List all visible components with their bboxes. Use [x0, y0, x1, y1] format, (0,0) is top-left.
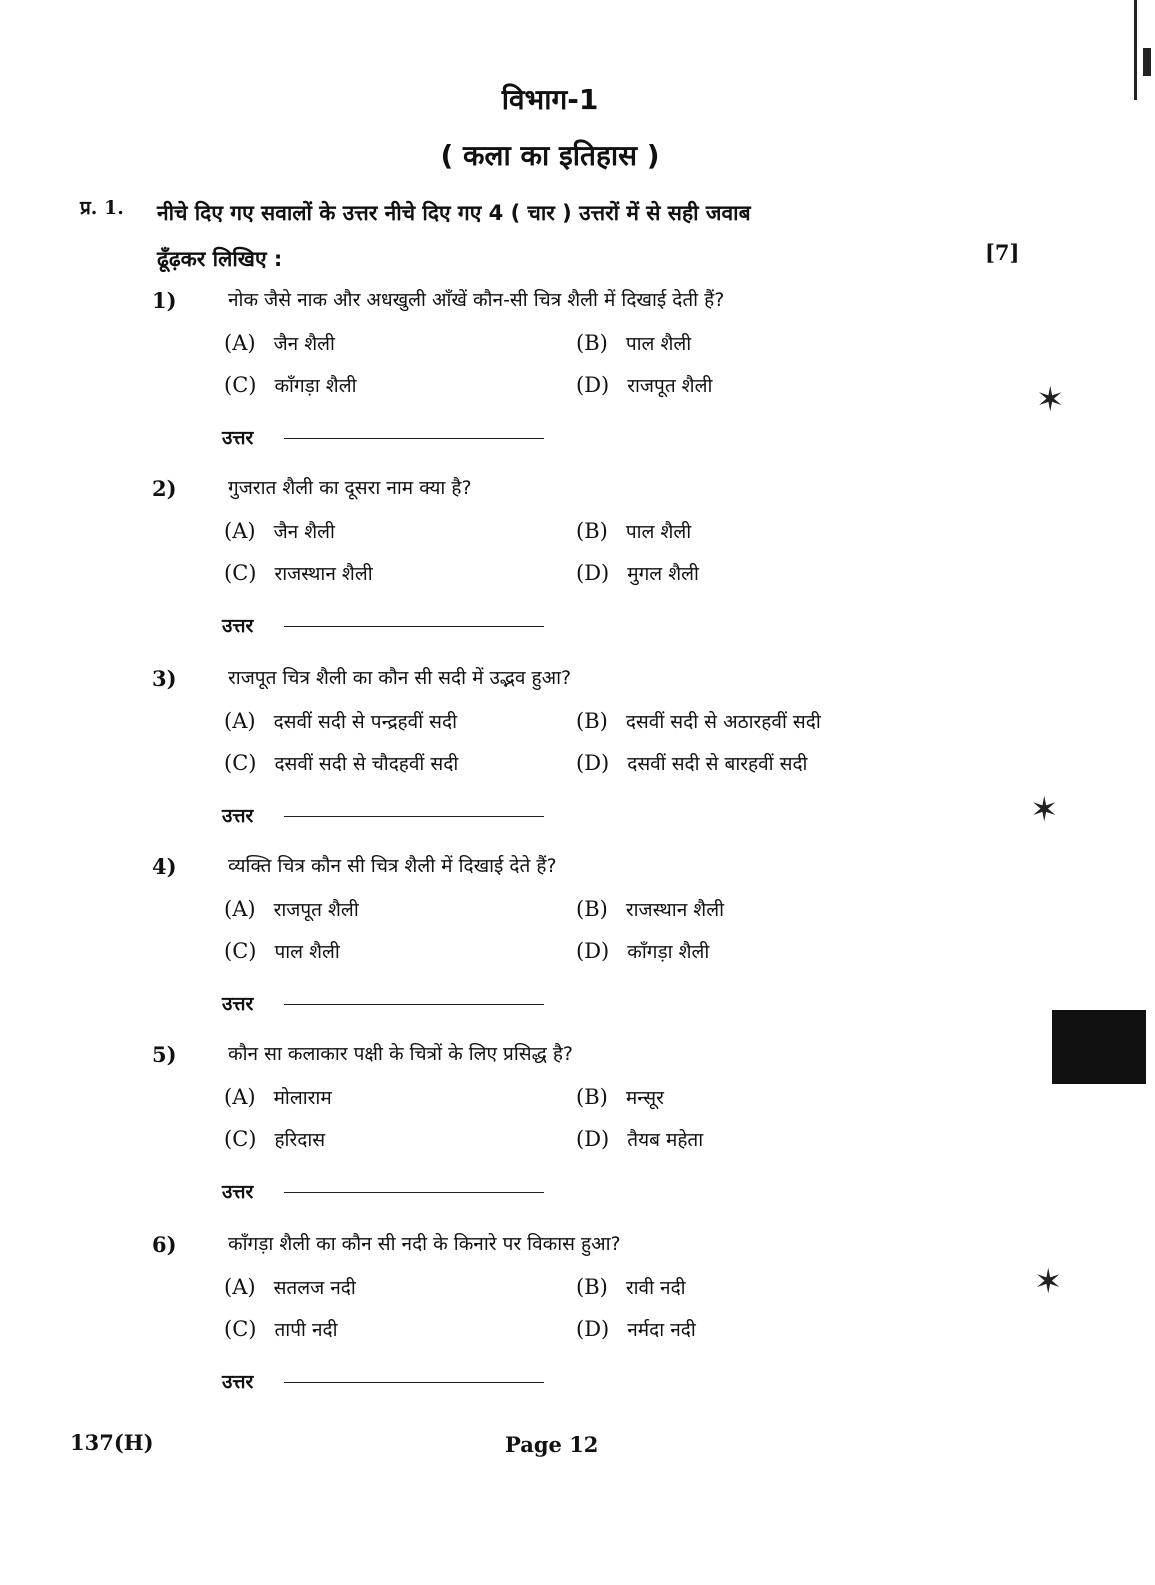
option-d: (D) राजपूत शैली	[576, 373, 713, 397]
question-item	[0, 288, 1155, 468]
instruction-line-1: नीचे दिए गए सवालों के उत्तर नीचे दिए गए 4 ( चार ) उत्तरों में से सही जवाब	[157, 201, 751, 225]
answer-line[interactable]	[284, 438, 544, 439]
item-number: 3)	[152, 666, 177, 691]
option-b: (B) पाल शैली	[576, 519, 692, 543]
question-item	[0, 1042, 1155, 1222]
answer-label: उत्तर	[222, 1371, 254, 1393]
option-c: (C) तापी नदी	[224, 1317, 338, 1341]
instruction-line-2: ढूँढ़कर लिखिए :	[157, 247, 283, 271]
option-c: (C) राजस्थान शैली	[224, 561, 373, 585]
answer-label: उत्तर	[222, 805, 254, 827]
scan-edge	[1134, 0, 1151, 100]
question-item	[0, 854, 1155, 1034]
item-number: 1)	[152, 288, 177, 313]
option-c: (C) हरिदास	[224, 1127, 326, 1151]
option-c: (C) पाल शैली	[224, 939, 340, 963]
option-d: (D) मुगल शैली	[576, 561, 699, 585]
answer-line[interactable]	[284, 1004, 544, 1005]
answer-line[interactable]	[284, 1382, 544, 1383]
item-stem: राजपूत चित्र शैली का कौन सी सदी में उद्भव हुआ?	[228, 667, 572, 689]
question-item	[0, 1232, 1155, 1412]
option-a: (A) जैन शैली	[224, 331, 335, 355]
marks-badge: [7]	[985, 240, 1020, 265]
option-a: (A) दसवीं सदी से पन्द्रहवीं सदी	[224, 709, 458, 733]
question-item	[0, 476, 1155, 656]
answer-line[interactable]	[284, 816, 544, 817]
question-instruction	[157, 190, 917, 282]
answer-label: उत्तर	[222, 427, 254, 449]
answer-label: उत्तर	[222, 1181, 254, 1203]
ink-blot: ✶	[1034, 1262, 1063, 1302]
item-number: 2)	[152, 476, 177, 501]
option-a: (A) सतलज नदी	[224, 1275, 356, 1299]
ink-blot: ✶	[1036, 380, 1065, 420]
paper-code: 137(H)	[70, 1430, 154, 1455]
answer-label: उत्तर	[222, 993, 254, 1015]
option-b: (B) दसवीं सदी से अठारहवीं सदी	[576, 709, 821, 733]
item-stem: व्यक्ति चित्र कौन सी चित्र शैली में दिखाई देते हैं?	[228, 855, 557, 877]
item-number: 4)	[152, 854, 177, 879]
item-number: 6)	[152, 1232, 177, 1257]
option-b: (B) राजस्थान शैली	[576, 897, 724, 921]
option-d: (D) नर्मदा नदी	[576, 1317, 696, 1341]
item-stem: काँगड़ा शैली का कौन सी नदी के किनारे पर विकास हुआ?	[228, 1233, 621, 1255]
option-d: (D) तैयब महेता	[576, 1127, 704, 1151]
option-d: (D) काँगड़ा शैली	[576, 939, 710, 963]
option-a: (A) जैन शैली	[224, 519, 335, 543]
item-stem: नोक जैसे नाक और अधखुली आँखें कौन-सी चित्र शैली में दिखाई देती हैं?	[228, 289, 725, 311]
item-number: 5)	[152, 1042, 177, 1067]
option-b: (B) रावी नदी	[576, 1275, 686, 1299]
option-c: (C) काँगड़ा शैली	[224, 373, 357, 397]
item-stem: कौन सा कलाकार पक्षी के चित्रों के लिए प्रसिद्ध है?	[228, 1043, 574, 1065]
answer-line[interactable]	[284, 626, 544, 627]
answer-label: उत्तर	[222, 615, 254, 637]
option-c: (C) दसवीं सदी से चौदहवीं सदी	[224, 751, 459, 775]
option-a: (A) मोलाराम	[224, 1085, 332, 1109]
question-item	[0, 666, 1155, 846]
option-d: (D) दसवीं सदी से बारहवीं सदी	[576, 751, 808, 775]
section-title: विभाग-1	[501, 83, 599, 116]
option-b: (B) मन्सूर	[576, 1085, 664, 1109]
answer-line[interactable]	[284, 1192, 544, 1193]
section-subtitle: ( कला का इतिहास )	[440, 139, 660, 172]
item-stem: गुजरात शैली का दूसरा नाम क्या है?	[228, 477, 472, 499]
page-number: Page 12	[505, 1432, 599, 1457]
ink-blot: ✶	[1030, 790, 1059, 830]
option-b: (B) पाल शैली	[576, 331, 692, 355]
question-label: प्र. 1.	[80, 197, 124, 219]
option-a: (A) राजपूत शैली	[224, 897, 359, 921]
